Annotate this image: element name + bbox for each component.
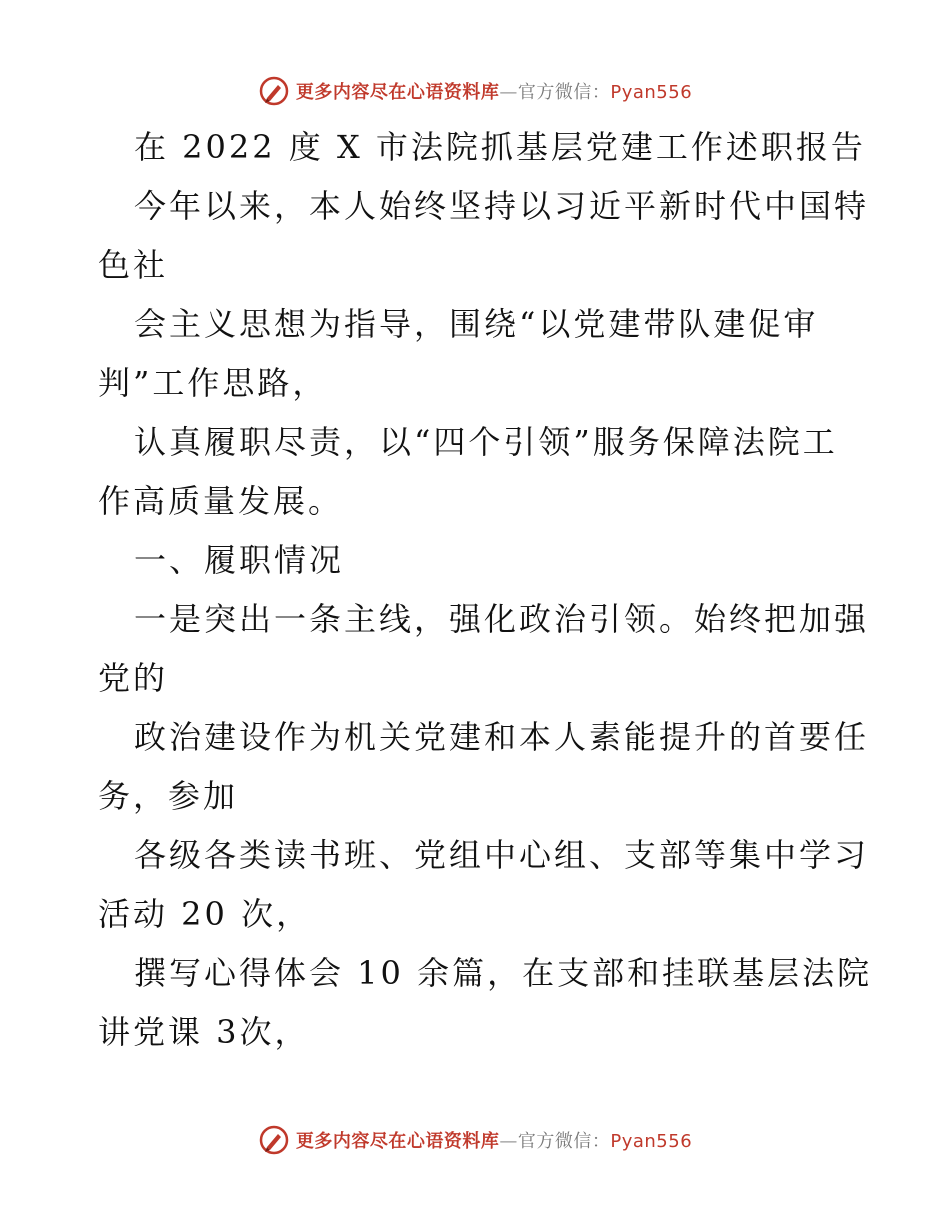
paragraph-line: 讲党课 3次， xyxy=(98,1013,310,1051)
watermark-dash: — xyxy=(499,82,518,103)
watermark-footer xyxy=(0,1123,950,1157)
paragraph-line: 党的 xyxy=(98,659,169,697)
paragraph-line: 作高质量发展。 xyxy=(98,482,344,520)
watermark-dash: — xyxy=(499,1131,518,1152)
watermark-wechat-id: Pyan556 xyxy=(610,1131,693,1152)
section-heading: 一、履职情况 xyxy=(134,541,345,579)
paragraph-line: 政治建设作为机关党建和本人素能提升的首要任 xyxy=(134,718,870,756)
paragraph-line: 务，参加 xyxy=(98,777,239,815)
watermark-wechat-label: 官方微信： xyxy=(517,82,611,103)
watermark-wechat-label: 官方微信： xyxy=(517,1131,611,1152)
paragraph-line: 色社 xyxy=(98,246,169,284)
watermark-title: 更多内容尽在心语资料库 xyxy=(295,1131,500,1152)
paragraph-line: 活动 20 次， xyxy=(98,895,312,933)
paragraph-line: 会主义思想为指导，围绕“以党建带队建促审 xyxy=(134,305,819,343)
watermark-wechat-id: Pyan556 xyxy=(610,82,693,103)
pen-logo-icon xyxy=(258,75,290,107)
watermark-title: 更多内容尽在心语资料库 xyxy=(295,82,500,103)
watermark-header xyxy=(0,74,950,108)
pen-logo-icon xyxy=(258,1124,290,1156)
paragraph-line: 撰写心得体会 10 余篇，在支部和挂联基层法院 xyxy=(134,954,873,992)
paragraph-line: 判”工作思路， xyxy=(98,364,328,402)
watermark-text xyxy=(296,1127,692,1153)
paragraph-line: 各级各类读书班、党组中心组、支部等集中学习 xyxy=(134,836,870,874)
paragraph-line: 一是突出一条主线，强化政治引领。始终把加强 xyxy=(134,600,870,638)
paragraph-line: 认真履职尽责，以“四个引领”服务保障法院工 xyxy=(134,423,838,461)
document-title: 在 2022 度 X 市法院抓基层党建工作述职报告 xyxy=(134,128,866,166)
paragraph-line: 今年以来，本人始终坚持以习近平新时代中国特 xyxy=(134,187,870,225)
document-body xyxy=(98,118,873,1062)
watermark-text xyxy=(296,78,692,104)
